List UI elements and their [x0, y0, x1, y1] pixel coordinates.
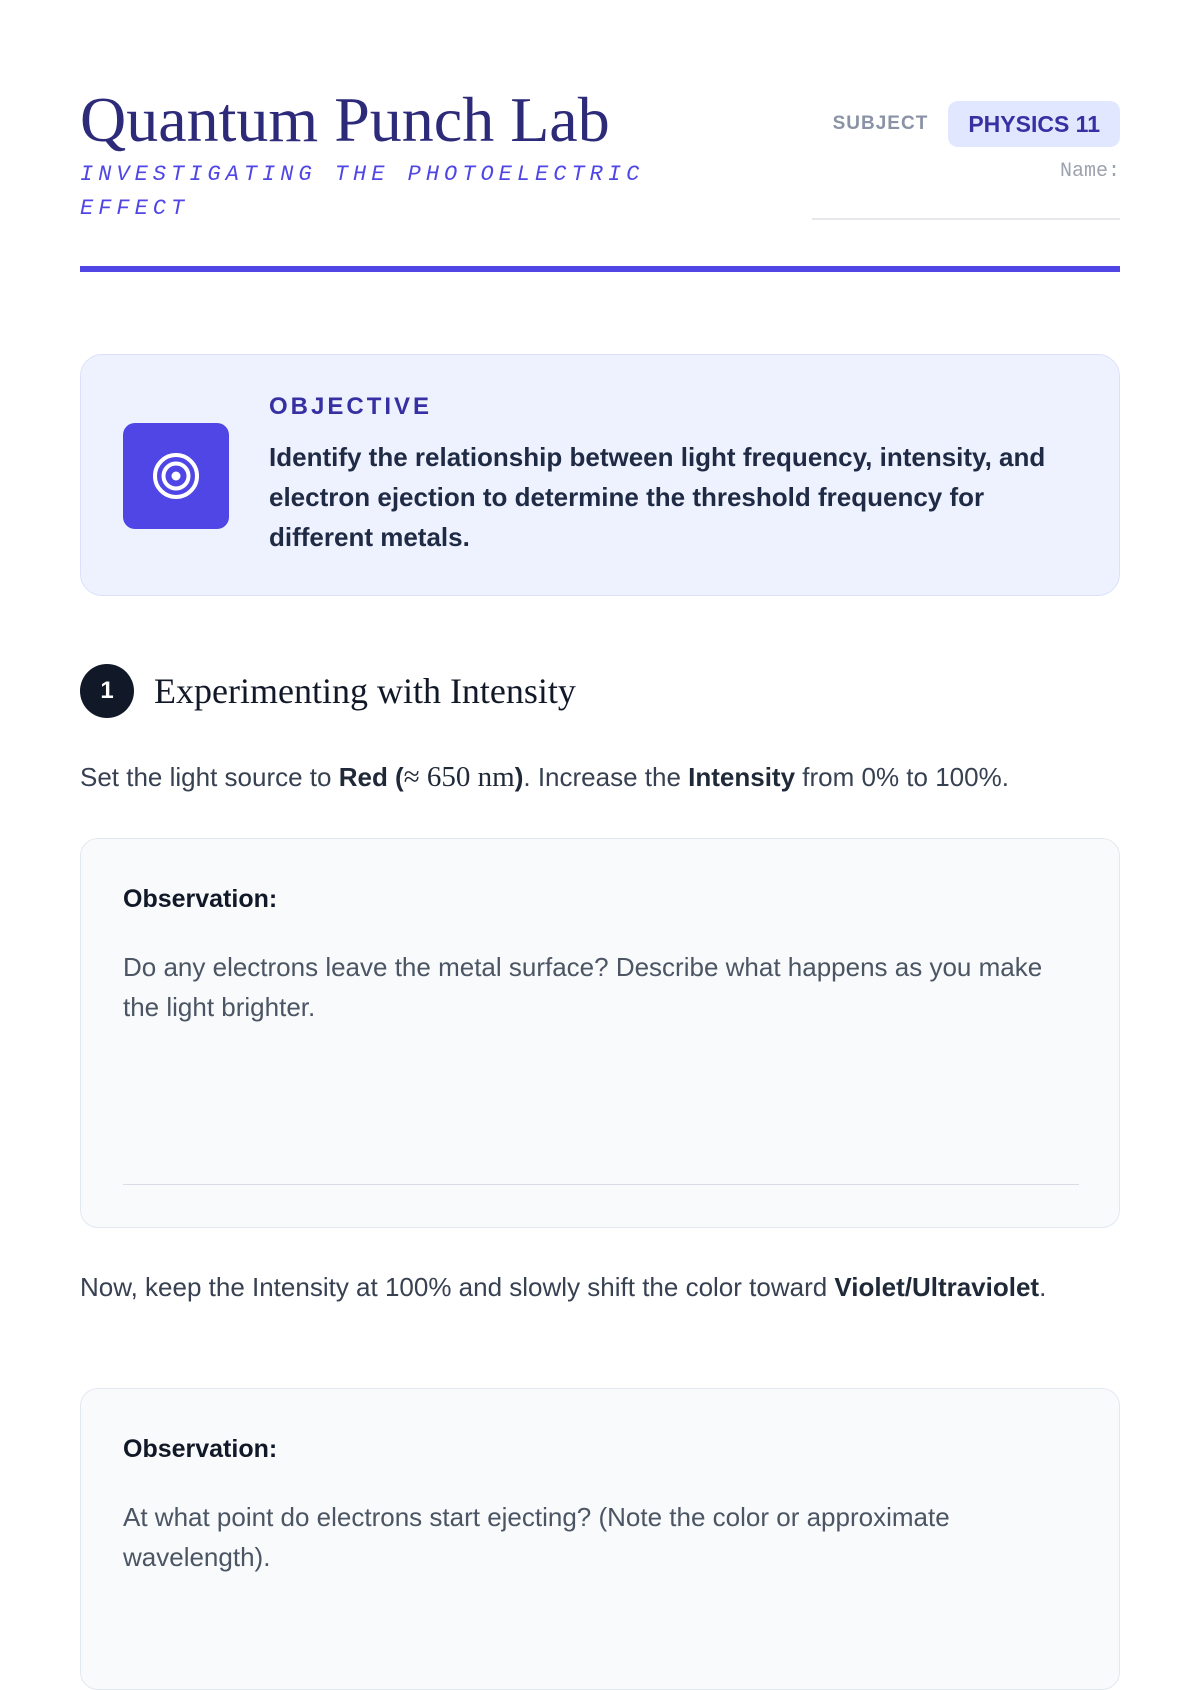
instruction-paragraph — [80, 757, 1120, 797]
instruction-text: Set the light source to — [80, 762, 339, 792]
observation-label: Observation: — [123, 885, 278, 913]
objective-card — [80, 354, 1120, 596]
header-divider — [80, 266, 1120, 272]
observation-box[interactable] — [80, 1388, 1120, 1690]
objective-heading: OBJECTIVE — [269, 393, 433, 420]
page-title: Quantum Punch Lab — [80, 84, 610, 155]
target-icon — [123, 423, 229, 529]
page-subtitle: INVESTIGATING THE PHOTOELECTRIC EFFECT — [80, 162, 645, 221]
subject-info — [833, 101, 1120, 147]
observation-question: At what point do electrons start ejecting? (Note the color or approximate wavelength). — [123, 1502, 950, 1572]
name-label: Name: — [1059, 160, 1120, 183]
objective-text: Identify the relationship between light frequency, intensity, and electron ejection to determine the threshold frequency for different metals. — [269, 442, 1046, 552]
instruction-text: from 0% to 100%. — [795, 762, 1009, 792]
instruction-bold-red: Red (≈ 650 nm) — [338, 761, 524, 793]
observation-box[interactable] — [80, 838, 1120, 1228]
observation-label: Observation: — [123, 1435, 278, 1463]
instruction-bold-violet: Violet/Ultraviolet — [834, 1272, 1040, 1302]
instruction-text: . — [1039, 1272, 1047, 1302]
wavelength-math: ≈ 650 nm — [403, 761, 515, 793]
answer-line[interactable] — [123, 1184, 1079, 1185]
subject-label: SUBJECT — [832, 113, 929, 134]
observation-question: Do any electrons leave the metal surface? Describe what happens as you make the light brighter. — [123, 952, 1043, 1022]
subject-badge: PHYSICS 11 — [948, 101, 1120, 147]
header — [80, 80, 1120, 270]
instruction-text: Now, keep the Intensity at 100% and slowly shift the color toward — [80, 1272, 835, 1302]
instruction-paragraph — [80, 1267, 1120, 1307]
instruction-text: . Increase the — [523, 762, 689, 792]
section-header — [80, 664, 576, 718]
section-title: Experimenting with Intensity — [154, 671, 576, 711]
step-number-badge: 1 — [80, 664, 134, 718]
name-field-line[interactable] — [812, 218, 1120, 220]
instruction-bold-intensity: Intensity — [688, 762, 796, 792]
